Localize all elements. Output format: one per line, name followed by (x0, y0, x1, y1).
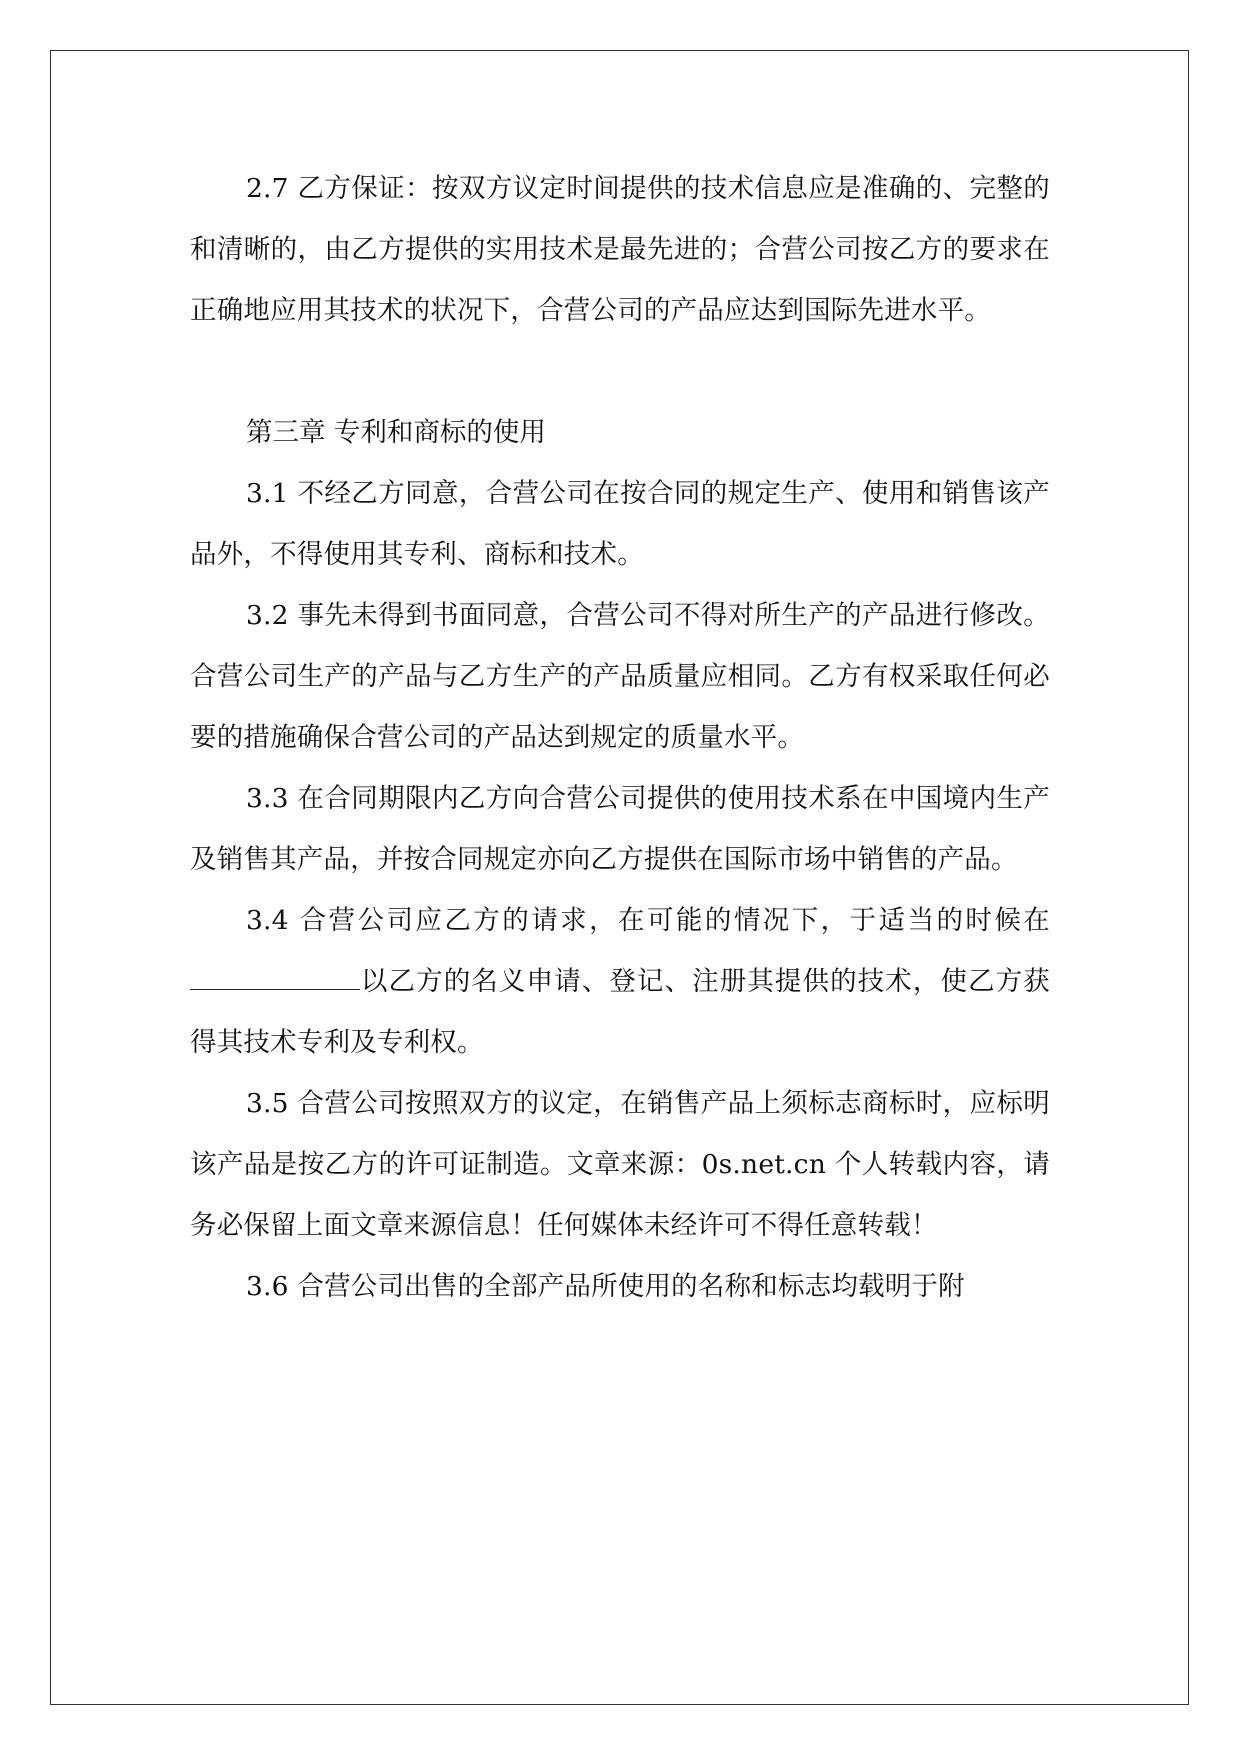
clause-3-2: 3.2 事先未得到书面同意，合营公司不得对所生产的产品进行修改。合营公司生产的产品与乙方生产的产品质量应相同。乙方有权采取任何必要的措施确保合营公司的产品达到规定的质量水平。 (190, 600, 1050, 753)
clause-3-3: 3.3 在合同期限内乙方向合营公司提供的使用技术系在中国境内生产及销售其产品，并按合同规定亦向乙方提供在国际市场中销售的产品。 (190, 783, 1050, 875)
clause-3-1: 3.1 不经乙方同意，合营公司在按合同的规定生产、使用和销售该产品外，不得使用其专利、商标和技术。 (190, 478, 1050, 570)
clause-3-5: 3.5 合营公司按照双方的议定，在销售产品上须标志商标时，应标明该产品是按乙方的许可证制造。文章来源：0s.net.cn 个人转载内容，请务必保留上面文章来源信息！任何媒体未经许可不得任意转载！ (190, 1088, 1050, 1241)
document-body (190, 158, 1050, 1317)
clause-2-7: 2.7 乙方保证：按双方议定时间提供的技术信息应是准确的、完整的和清晰的，由乙方提供的实用技术是最先进的；合营公司按乙方的要求在正确地应用其技术的状况下，合营公司的产品应达到国际先进水平。 (190, 173, 1050, 326)
clause-3-6: 3.6 合营公司出售的全部产品所使用的名称和标志均载明于附 (246, 1271, 965, 1302)
clause-3-4-text-b: 以乙方的名义申请、登记、注册其提供的技术，使乙方获得其技术专利及专利权。 (190, 966, 1050, 1058)
clause-3-4-text-a: 3.4 合营公司应乙方的请求，在可能的情况下，于适当的时候在 (246, 905, 1050, 936)
chapter-title: 第三章 专利和商标的使用 (246, 417, 546, 448)
fill-in-blank (190, 967, 360, 990)
clause-3-4 (190, 890, 1050, 1073)
